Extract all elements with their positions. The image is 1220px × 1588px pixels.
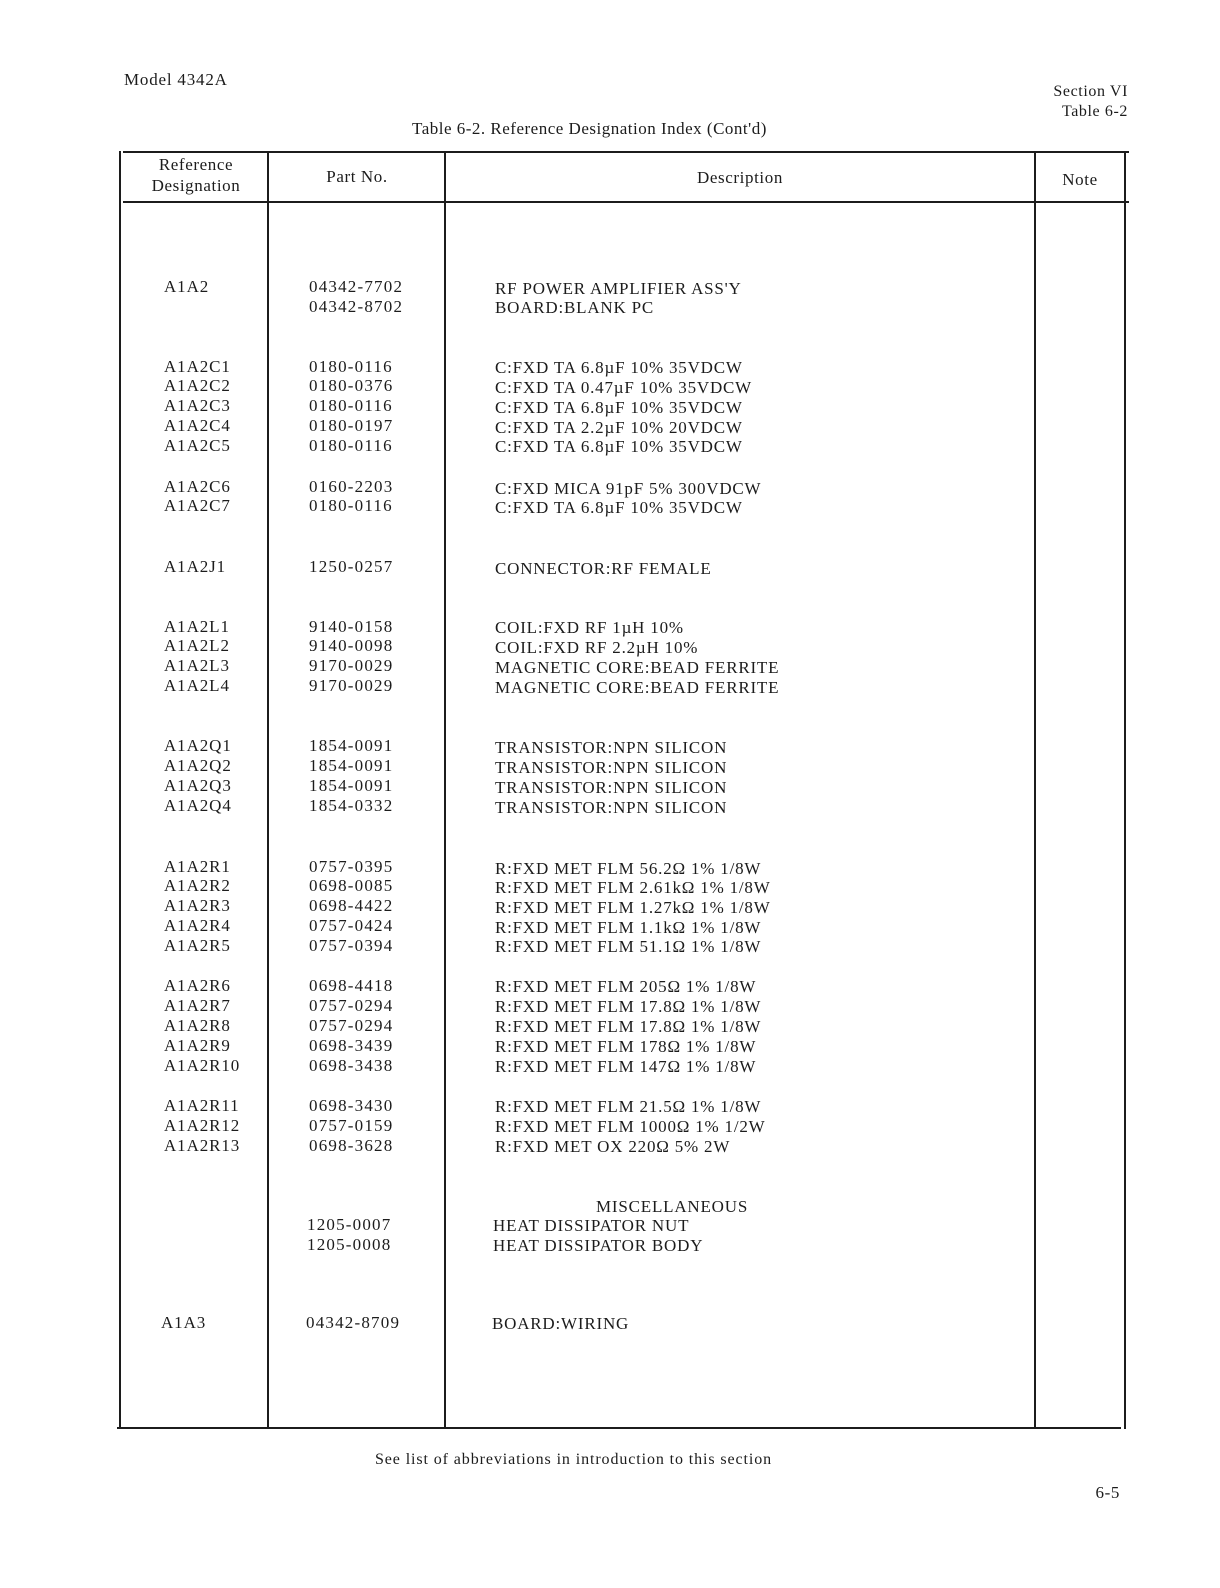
header-reference-line2: Designation (151, 176, 241, 195)
description: C:FXD TA 0.47µF 10% 35VDCW (495, 378, 753, 397)
ref-designation: A1A2R10 (164, 1056, 241, 1075)
section-heading: MISCELLANEOUS (596, 1197, 749, 1216)
ref-designation: A1A2C2 (164, 376, 231, 395)
description: R:FXD MET FLM 178Ω 1% 1/8W (495, 1037, 757, 1056)
header-note: Note (1062, 170, 1098, 189)
description: R:FXD MET FLM 17.8Ω 1% 1/8W (495, 1017, 762, 1036)
part-number: 0180-0116 (309, 496, 393, 515)
description: COIL:FXD RF 1µH 10% (495, 618, 684, 637)
part-number: 0180-0116 (309, 357, 393, 376)
description: BOARD:WIRING (492, 1314, 630, 1333)
ref-designation: A1A2Q3 (164, 776, 232, 795)
description: R:FXD MET OX 220Ω 5% 2W (495, 1137, 731, 1156)
part-number: 0698-3628 (309, 1136, 394, 1155)
description: C:FXD TA 2.2µF 10% 20VDCW (495, 418, 743, 437)
column-divider-desc (444, 151, 446, 1429)
table-top-border (123, 151, 1129, 153)
ref-designation: A1A2R5 (164, 936, 231, 955)
ref-designation: A1A2R7 (164, 996, 231, 1015)
part-number: 0698-3430 (309, 1096, 394, 1115)
part-number: 04342-8709 (306, 1313, 401, 1332)
ref-designation: A1A2C7 (164, 496, 231, 515)
ref-designation: A1A2R4 (164, 916, 231, 935)
part-number: 0180-0376 (309, 376, 394, 395)
header-description: Description (697, 168, 783, 187)
description: C:FXD MICA 91pF 5% 300VDCW (495, 479, 762, 498)
part-number: 0180-0197 (309, 416, 394, 435)
part-number: 0160-2203 (309, 477, 394, 496)
description: C:FXD TA 6.8µF 10% 35VDCW (495, 498, 743, 517)
description: R:FXD MET FLM 147Ω 1% 1/8W (495, 1057, 757, 1076)
part-number: 0698-3438 (309, 1056, 394, 1075)
part-number: 9170-0029 (309, 656, 394, 675)
ref-designation: A1A2R11 (164, 1096, 240, 1115)
ref-designation: A1A2R12 (164, 1116, 241, 1135)
description: R:FXD MET FLM 17.8Ω 1% 1/8W (495, 997, 762, 1016)
ref-designation: A1A2C6 (164, 477, 231, 496)
part-number: 1205-0007 (307, 1215, 392, 1234)
description: C:FXD TA 6.8µF 10% 35VDCW (495, 398, 743, 417)
ref-designation: A1A3 (161, 1313, 207, 1332)
ref-designation: A1A2C1 (164, 357, 231, 376)
table-header-divider (123, 201, 1129, 203)
description: R:FXD MET FLM 1.27kΩ 1% 1/8W (495, 898, 771, 917)
part-number: 0757-0159 (309, 1116, 394, 1135)
footnote: See list of abbreviations in introduction to this section (375, 1451, 773, 1468)
header-reference-line1: Reference (158, 155, 234, 174)
description: HEAT DISSIPATOR BODY (493, 1236, 704, 1255)
description: MAGNETIC CORE:BEAD FERRITE (495, 658, 780, 677)
part-number: 9140-0158 (309, 617, 394, 636)
section-table-ref: Table 6-2 (1061, 103, 1128, 120)
part-number: 0757-0394 (309, 936, 394, 955)
part-number: 1854-0091 (309, 756, 394, 775)
ref-designation: A1A2Q2 (164, 756, 232, 775)
table-right-border (1124, 151, 1126, 1429)
ref-designation: A1A2 (164, 277, 210, 296)
part-number: 0698-4418 (309, 976, 394, 995)
part-number: 04342-7702 (309, 277, 404, 296)
ref-designation: A1A2C4 (164, 416, 231, 435)
section-number: Section VI (1053, 83, 1128, 100)
description: R:FXD MET FLM 21.5Ω 1% 1/8W (495, 1097, 762, 1116)
column-divider-part (267, 151, 269, 1429)
table-title: Table 6-2. Reference Designation Index (Cont'd) (412, 119, 767, 138)
ref-designation: A1A2R2 (164, 876, 231, 895)
ref-designation: A1A2R9 (164, 1036, 231, 1055)
part-number: 0180-0116 (309, 436, 393, 455)
ref-designation: A1A2Q4 (164, 796, 232, 815)
ref-designation: A1A2C5 (164, 436, 231, 455)
part-number: 0757-0294 (309, 1016, 394, 1035)
description: RF POWER AMPLIFIER ASS'Y (495, 279, 742, 298)
description: R:FXD MET FLM 1000Ω 1% 1/2W (495, 1117, 766, 1136)
description: TRANSISTOR:NPN SILICON (495, 758, 728, 777)
ref-designation: A1A2R6 (164, 976, 231, 995)
ref-designation: A1A2L3 (164, 656, 230, 675)
ref-designation: A1A2R3 (164, 896, 231, 915)
part-number: 0698-3439 (309, 1036, 394, 1055)
description: CONNECTOR:RF FEMALE (495, 559, 712, 578)
section-label (1053, 82, 1128, 122)
description: R:FXD MET FLM 2.61kΩ 1% 1/8W (495, 878, 771, 897)
part-number: 1854-0332 (309, 796, 394, 815)
part-number: 0757-0395 (309, 857, 394, 876)
description: R:FXD MET FLM 56.2Ω 1% 1/8W (495, 859, 762, 878)
part-number: 0757-0424 (309, 916, 394, 935)
ref-designation: A1A2L2 (164, 636, 230, 655)
part-number: 0698-4422 (309, 896, 394, 915)
table-left-border (119, 151, 121, 1429)
description: TRANSISTOR:NPN SILICON (495, 738, 728, 757)
description: COIL:FXD RF 2.2µH 10% (495, 638, 699, 657)
description: R:FXD MET FLM 51.1Ω 1% 1/8W (495, 937, 762, 956)
part-number: 0698-0085 (309, 876, 394, 895)
part-number: 1205-0008 (307, 1235, 392, 1254)
description: MAGNETIC CORE:BEAD FERRITE (495, 678, 780, 697)
header-part-no: Part No. (326, 167, 388, 186)
header-reference-designation (123, 154, 269, 196)
part-number: 1854-0091 (309, 776, 394, 795)
ref-designation: A1A2R8 (164, 1016, 231, 1035)
ref-designation: A1A2C3 (164, 396, 231, 415)
description: HEAT DISSIPATOR NUT (493, 1216, 690, 1235)
part-number: 9170-0029 (309, 676, 394, 695)
description: BOARD:BLANK PC (495, 298, 655, 317)
column-divider-note (1034, 151, 1036, 1429)
ref-designation: A1A2L4 (164, 676, 230, 695)
description: C:FXD TA 6.8µF 10% 35VDCW (495, 437, 743, 456)
ref-designation: A1A2R13 (164, 1136, 241, 1155)
part-number: 1250-0257 (309, 557, 394, 576)
part-number: 0757-0294 (309, 996, 394, 1015)
description: TRANSISTOR:NPN SILICON (495, 798, 728, 817)
description: R:FXD MET FLM 1.1kΩ 1% 1/8W (495, 918, 762, 937)
description: C:FXD TA 6.8µF 10% 35VDCW (495, 358, 743, 377)
part-number: 04342-8702 (309, 297, 404, 316)
description: TRANSISTOR:NPN SILICON (495, 778, 728, 797)
description: R:FXD MET FLM 205Ω 1% 1/8W (495, 977, 757, 996)
ref-designation: A1A2J1 (164, 557, 227, 576)
part-number: 9140-0098 (309, 636, 394, 655)
ref-designation: A1A2Q1 (164, 736, 232, 755)
model-label: Model 4342A (124, 70, 228, 89)
ref-designation: A1A2R1 (164, 857, 231, 876)
ref-designation: A1A2L1 (164, 617, 230, 636)
part-number: 1854-0091 (309, 736, 394, 755)
page-number: 6-5 (1095, 1483, 1120, 1502)
part-number: 0180-0116 (309, 396, 393, 415)
